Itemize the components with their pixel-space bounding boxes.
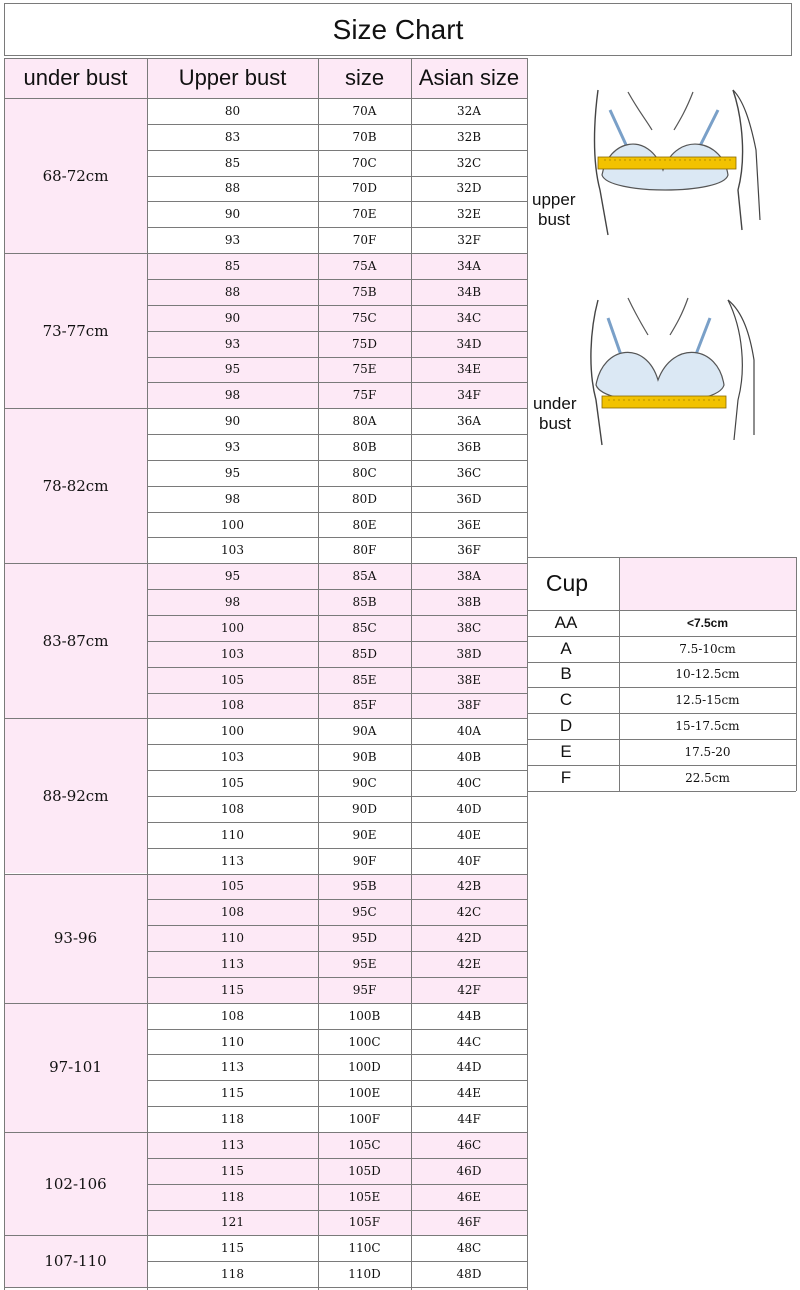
size-cell: 110C — [348, 1241, 381, 1256]
upper-bust-cell: 115 — [221, 1241, 244, 1256]
size-cell: 95D — [352, 931, 377, 946]
upper-bust-cell: 95 — [224, 569, 241, 584]
asian-size-cell: 40F — [457, 853, 481, 868]
grid-line — [4, 58, 527, 59]
table-row — [147, 460, 527, 486]
under-bust-range: 102-106 — [44, 1174, 107, 1193]
table-row — [147, 1261, 527, 1287]
cup-name-cell: F — [560, 767, 572, 787]
size-cell: 75F — [352, 388, 377, 403]
asian-size-cell: 42C — [456, 905, 482, 920]
grid-line — [147, 615, 527, 616]
asian-size-cell: 36B — [456, 439, 482, 454]
size-cell: 85C — [352, 620, 377, 635]
asian-size-cell: 38D — [456, 646, 482, 661]
grid-line — [411, 58, 412, 1290]
page-title: Size Chart — [332, 13, 464, 45]
size-cell: 100F — [348, 1112, 381, 1127]
grid-line — [4, 253, 527, 254]
grid-line — [147, 770, 527, 771]
asian-size-cell: 38F — [457, 698, 481, 713]
size-cell: 75D — [352, 336, 377, 351]
grid-line — [4, 1003, 527, 1004]
asian-size-cell: 34F — [457, 388, 481, 403]
cup-row — [527, 713, 796, 739]
under-bust-label-line1: under — [533, 394, 577, 413]
table-row — [147, 874, 527, 900]
grid-line — [527, 557, 796, 558]
size-cell: 95E — [352, 956, 377, 971]
size-cell: 75C — [352, 310, 377, 325]
upper-bust-cell: 100 — [221, 724, 244, 739]
grid-line — [147, 1184, 527, 1185]
table-row — [147, 305, 527, 331]
grid-line — [4, 58, 5, 1290]
upper-bust-cell: 113 — [221, 956, 244, 971]
grid-line — [527, 765, 796, 766]
grid-line — [147, 822, 527, 823]
grid-line — [147, 1158, 527, 1159]
table-row — [147, 899, 527, 925]
asian-size-cell: 46E — [456, 1189, 482, 1204]
asian-size-cell: 40B — [456, 750, 482, 765]
grid-line — [147, 176, 527, 177]
table-row — [147, 537, 527, 563]
asian-size-cell: 40E — [456, 827, 482, 842]
size-cell: 75A — [352, 259, 377, 274]
upper-bust-cell: 90 — [224, 310, 241, 325]
asian-size-cell: 38B — [456, 595, 482, 610]
asian-size-cell: 32B — [456, 129, 482, 144]
upper-bust-cell: 110 — [221, 931, 244, 946]
size-cell: 80C — [352, 465, 377, 480]
size-cell: 80B — [352, 439, 377, 454]
grid-line — [4, 408, 527, 409]
asian-size-cell: 34A — [457, 259, 481, 274]
grid-line — [147, 227, 527, 228]
grid-line — [147, 434, 527, 435]
upper-bust-cell: 100 — [221, 620, 244, 635]
grid-line — [147, 58, 148, 1290]
size-cell: 85B — [352, 595, 377, 610]
grid-line — [147, 331, 527, 332]
cup-range-cell: 17.5-20 — [684, 744, 731, 759]
asian-size-cell: 40C — [456, 776, 482, 791]
upper-bust-cell: 93 — [224, 439, 241, 454]
grid-line — [527, 687, 796, 688]
cup-name-cell: D — [559, 716, 573, 736]
upper-bust-cell: 85 — [224, 155, 241, 170]
upper-bust-cell: 121 — [221, 1215, 244, 1230]
asian-size-cell: 36A — [457, 414, 481, 429]
upper-bust-cell: 103 — [221, 750, 244, 765]
upper-bust-cell: 113 — [221, 1137, 244, 1152]
table-row — [147, 124, 527, 150]
size-cell: 105D — [348, 1163, 381, 1178]
grid-line — [147, 512, 527, 513]
asian-size-cell: 32C — [456, 155, 482, 170]
asian-size-cell: 40D — [456, 801, 482, 816]
upper-bust-label — [532, 190, 575, 230]
upper-bust-cell: 98 — [224, 388, 241, 403]
grid-line — [147, 305, 527, 306]
cup-name-cell: AA — [554, 612, 578, 632]
cup-row — [527, 662, 796, 688]
upper-bust-cell: 90 — [224, 207, 241, 222]
asian-size-cell: 40A — [457, 724, 481, 739]
size-cell: 70E — [352, 207, 377, 222]
size-cell: 80E — [352, 517, 377, 532]
table-row — [147, 512, 527, 538]
upper-bust-cell: 110 — [221, 1034, 244, 1049]
upper-bust-cell: 88 — [224, 284, 241, 299]
upper-bust-cell: 108 — [221, 698, 244, 713]
table-row — [147, 925, 527, 951]
column-header: Upper bust — [178, 65, 287, 90]
upper-bust-cell: 115 — [221, 1086, 244, 1101]
asian-size-cell: 44D — [456, 1060, 482, 1075]
asian-size-cell: 48D — [456, 1267, 482, 1282]
size-cell: 100B — [348, 1008, 381, 1023]
grid-line — [147, 977, 527, 978]
grid-line — [147, 1261, 527, 1262]
size-cell: 100C — [348, 1034, 381, 1049]
asian-size-cell: 36E — [456, 517, 482, 532]
cup-range-cell: 15-17.5cm — [675, 719, 740, 734]
asian-size-cell: 34B — [456, 284, 482, 299]
asian-size-cell: 42D — [456, 931, 482, 946]
cup-range-cell: 10-12.5cm — [675, 667, 740, 682]
table-row — [147, 1106, 527, 1132]
table-row — [147, 615, 527, 641]
size-cell: 70A — [352, 103, 377, 118]
size-cell: 100E — [348, 1086, 381, 1101]
size-cell: 80A — [352, 414, 377, 429]
size-cell: 75E — [352, 362, 377, 377]
asian-size-cell: 44B — [456, 1008, 482, 1023]
size-cell: 75B — [352, 284, 377, 299]
grid-line — [4, 563, 527, 564]
table-row — [147, 382, 527, 408]
under-bust-range: 68-72cm — [42, 166, 109, 185]
asian-size-cell: 46D — [456, 1163, 482, 1178]
cup-name-cell: B — [560, 664, 572, 684]
grid-line — [796, 557, 797, 791]
grid-line — [147, 1054, 527, 1055]
size-cell: 80F — [352, 543, 377, 558]
table-row — [147, 408, 527, 434]
grid-line — [147, 925, 527, 926]
table-row — [147, 951, 527, 977]
size-cell: 110D — [348, 1267, 381, 1282]
table-row — [147, 848, 527, 874]
table-row — [147, 253, 527, 279]
size-cell: 105C — [348, 1137, 381, 1152]
table-row — [147, 201, 527, 227]
size-cell: 100D — [348, 1060, 381, 1075]
size-cell: 90E — [352, 827, 377, 842]
table-row — [147, 977, 527, 1003]
grid-line — [147, 1080, 527, 1081]
asian-size-cell: 32A — [457, 103, 481, 118]
upper-bust-cell: 103 — [221, 646, 244, 661]
cup-name-cell: C — [559, 690, 573, 710]
upper-bust-illustration — [528, 80, 798, 245]
asian-size-cell: 38C — [456, 620, 482, 635]
table-row — [147, 176, 527, 202]
upper-bust-cell: 118 — [221, 1112, 244, 1127]
grid-line — [147, 382, 527, 383]
under-bust-illustration — [528, 290, 798, 450]
asian-size-cell: 34C — [456, 310, 482, 325]
table-row — [147, 1184, 527, 1210]
grid-line — [147, 460, 527, 461]
size-cell: 85E — [352, 672, 377, 687]
asian-size-cell: 36C — [456, 465, 482, 480]
size-cell: 105F — [348, 1215, 381, 1230]
upper-bust-cell: 85 — [224, 259, 241, 274]
upper-bust-cell: 105 — [221, 776, 244, 791]
under-bust-label-line2: bust — [539, 414, 572, 433]
asian-size-cell: 46C — [456, 1137, 482, 1152]
asian-size-cell: 42B — [456, 879, 482, 894]
upper-bust-cell: 98 — [224, 595, 241, 610]
table-row — [147, 744, 527, 770]
grid-line — [147, 744, 527, 745]
table-row — [147, 1054, 527, 1080]
size-cell: 105E — [348, 1189, 381, 1204]
upper-bust-cell: 105 — [221, 879, 244, 894]
asian-size-cell: 44E — [456, 1086, 482, 1101]
size-cell: 90C — [352, 776, 377, 791]
size-cell: 70C — [352, 155, 377, 170]
under-bust-range: 88-92cm — [42, 786, 109, 805]
grid-line — [147, 150, 527, 151]
upper-bust-cell: 100 — [221, 517, 244, 532]
cup-row — [527, 687, 796, 713]
size-cell: 80D — [352, 491, 377, 506]
table-row — [147, 357, 527, 383]
under-bust-range: 73-77cm — [42, 321, 109, 340]
upper-bust-cell: 90 — [224, 414, 241, 429]
table-row — [147, 770, 527, 796]
size-cell: 95B — [352, 879, 377, 894]
cup-header: Cup — [545, 570, 589, 596]
table-row — [147, 1132, 527, 1158]
table-row — [147, 1158, 527, 1184]
grid-line — [4, 1132, 527, 1133]
table-row — [147, 1080, 527, 1106]
table-row — [147, 279, 527, 305]
size-cell: 90B — [352, 750, 377, 765]
upper-bust-cell: 118 — [221, 1189, 244, 1204]
table-row — [147, 1029, 527, 1055]
table-row — [147, 667, 527, 693]
table-row — [147, 98, 527, 124]
cup-header-shade — [619, 557, 796, 610]
size-cell: 70B — [352, 129, 377, 144]
grid-line — [147, 124, 527, 125]
asian-size-cell: 36F — [457, 543, 481, 558]
upper-bust-label-line2: bust — [538, 210, 571, 229]
upper-bust-cell: 80 — [224, 103, 241, 118]
grid-line — [147, 537, 527, 538]
asian-size-cell: 32F — [457, 233, 481, 248]
table-row — [147, 796, 527, 822]
grid-line — [147, 486, 527, 487]
grid-line — [147, 357, 527, 358]
upper-bust-cell: 95 — [224, 465, 241, 480]
size-cell: 95C — [352, 905, 377, 920]
grid-line — [318, 58, 319, 1290]
table-row — [147, 486, 527, 512]
cup-range-cell: <7.5cm — [686, 615, 729, 630]
cup-range-cell: 22.5cm — [685, 770, 730, 785]
under-bust-range: 97-101 — [49, 1058, 102, 1077]
grid-line — [147, 279, 527, 280]
upper-bust-cell: 98 — [224, 491, 241, 506]
upper-bust-cell: 110 — [221, 827, 244, 842]
table-row — [147, 563, 527, 589]
grid-line — [147, 951, 527, 952]
size-cell: 70F — [352, 233, 377, 248]
grid-line — [4, 1235, 527, 1236]
upper-bust-cell: 88 — [224, 181, 241, 196]
cup-row — [527, 610, 796, 636]
upper-bust-cell: 113 — [221, 1060, 244, 1075]
table-row — [147, 641, 527, 667]
grid-line — [147, 796, 527, 797]
cup-row — [527, 739, 796, 765]
asian-size-cell: 42E — [456, 956, 482, 971]
upper-bust-cell: 118 — [221, 1267, 244, 1282]
grid-line — [147, 201, 527, 202]
asian-size-cell: 44F — [457, 1112, 481, 1127]
size-cell: 85A — [352, 569, 377, 584]
grid-line — [619, 557, 620, 791]
cup-row — [527, 636, 796, 662]
size-cell: 85F — [352, 698, 377, 713]
grid-line — [4, 1287, 527, 1288]
grid-line — [527, 713, 796, 714]
asian-size-cell: 44C — [456, 1034, 482, 1049]
grid-line — [147, 899, 527, 900]
under-bust-range: 78-82cm — [42, 476, 109, 495]
asian-size-cell: 38E — [456, 672, 482, 687]
cup-name-cell: A — [560, 638, 572, 658]
table-row — [147, 1003, 527, 1029]
upper-bust-cell: 105 — [221, 672, 244, 687]
upper-bust-cell: 103 — [221, 543, 244, 558]
grid-line — [147, 667, 527, 668]
upper-bust-label-line1: upper — [532, 190, 576, 209]
upper-bust-cell: 108 — [221, 1008, 244, 1023]
grid-line — [147, 1029, 527, 1030]
size-cell: 90A — [352, 724, 377, 739]
upper-bust-cell: 115 — [221, 982, 244, 997]
grid-line — [147, 589, 527, 590]
grid-line — [147, 1106, 527, 1107]
grid-line — [147, 1210, 527, 1211]
upper-bust-cell: 93 — [224, 336, 241, 351]
table-row — [147, 718, 527, 744]
table-row — [147, 150, 527, 176]
size-cell: 70D — [352, 181, 377, 196]
upper-bust-cell: 108 — [221, 905, 244, 920]
table-row — [147, 331, 527, 357]
table-row — [147, 434, 527, 460]
asian-size-cell: 42F — [457, 982, 481, 997]
under-bust-range: 107-110 — [44, 1252, 107, 1271]
asian-size-cell: 34D — [456, 336, 482, 351]
size-cell: 90F — [352, 853, 377, 868]
column-header: under bust — [23, 65, 128, 90]
grid-line — [527, 610, 796, 611]
under-bust-range: 83-87cm — [42, 631, 109, 650]
upper-bust-cell: 83 — [224, 129, 241, 144]
grid-line — [527, 636, 796, 637]
grid-line — [527, 739, 796, 740]
upper-bust-cell: 113 — [221, 853, 244, 868]
table-row — [147, 693, 527, 719]
grid-line — [147, 641, 527, 642]
grid-line — [147, 848, 527, 849]
asian-size-cell: 46F — [457, 1215, 481, 1230]
upper-bust-cell: 95 — [224, 362, 241, 377]
asian-size-cell: 36D — [456, 491, 482, 506]
table-row — [147, 1210, 527, 1236]
size-cell: 85D — [352, 646, 377, 661]
upper-bust-cell: 115 — [221, 1163, 244, 1178]
asian-size-cell: 48C — [456, 1241, 482, 1256]
grid-line — [527, 662, 796, 663]
grid-line — [147, 693, 527, 694]
upper-bust-cell: 93 — [224, 233, 241, 248]
upper-bust-cell: 108 — [221, 801, 244, 816]
grid-line — [4, 98, 527, 99]
size-cell: 90D — [352, 801, 377, 816]
under-bust-range: 93-96 — [53, 929, 98, 948]
asian-size-cell: 38A — [457, 569, 481, 584]
table-row — [147, 589, 527, 615]
grid-line — [4, 718, 527, 719]
asian-size-cell: 34E — [456, 362, 482, 377]
grid-line — [527, 791, 796, 792]
table-row — [147, 822, 527, 848]
cup-name-cell: E — [560, 741, 572, 761]
cup-row — [527, 765, 796, 791]
grid-line — [4, 874, 527, 875]
column-header: Asian size — [418, 65, 520, 90]
under-bust-label — [533, 394, 576, 434]
asian-size-cell: 32E — [456, 207, 482, 222]
asian-size-cell: 32D — [456, 181, 482, 196]
size-cell: 95F — [352, 982, 377, 997]
cup-range-cell: 7.5-10cm — [679, 641, 736, 656]
table-row — [147, 1235, 527, 1261]
table-row — [147, 227, 527, 253]
column-header: size — [344, 65, 385, 90]
cup-range-cell: 12.5-15cm — [675, 693, 740, 708]
